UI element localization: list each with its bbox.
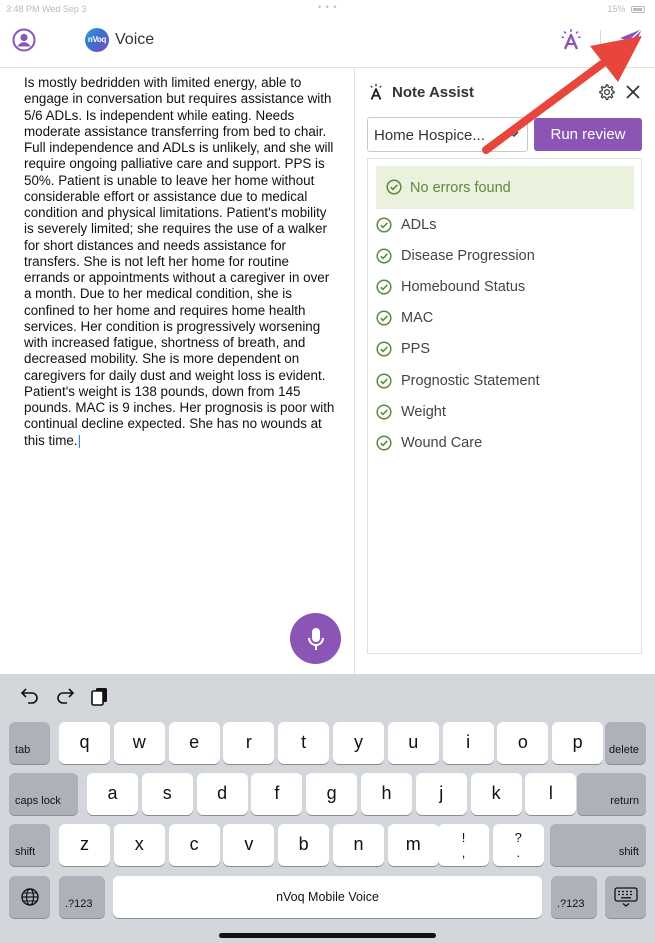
key-top-label: ! [461, 830, 466, 845]
caps-lock-key-label: caps lock [15, 795, 61, 807]
on-screen-keyboard [0, 674, 655, 943]
numbers-key-left[interactable] [59, 876, 105, 918]
nvoq-logo: nVoq [85, 28, 109, 52]
globe-key[interactable] [9, 876, 50, 918]
battery-percent: 15% [607, 4, 626, 14]
app-name: Voice [115, 31, 155, 48]
globe-icon [20, 887, 40, 907]
microphone-button[interactable] [290, 613, 341, 664]
right-shift-key[interactable] [550, 824, 646, 866]
run-review-button[interactable]: Run review [534, 118, 642, 151]
battery-icon [631, 6, 645, 13]
left-shift-key-label: shift [15, 846, 36, 858]
numbers-key-right[interactable] [551, 876, 597, 918]
annotation-arrow [470, 28, 650, 163]
check-item-label: Prognostic Statement [401, 372, 540, 389]
numbers-key-right-label: .?123 [557, 898, 585, 910]
check-circle-icon [376, 248, 392, 264]
key-h[interactable]: h [361, 773, 412, 815]
check-item-label: Disease Progression [401, 248, 535, 265]
key-s[interactable]: s [142, 773, 193, 815]
key-exclaim-comma[interactable] [438, 824, 489, 866]
key-y[interactable]: y [333, 722, 384, 764]
undo-icon[interactable] [19, 685, 41, 707]
status-time: 3:48 PM Wed Sep 3 [6, 4, 87, 14]
numbers-key-left-label: .?123 [65, 898, 93, 910]
tab-key-label: tab [15, 744, 31, 756]
status-right [607, 4, 645, 14]
key-t[interactable]: t [278, 722, 329, 764]
key-g[interactable]: g [306, 773, 357, 815]
key-j[interactable]: j [416, 773, 467, 815]
check-item-label: Homebound Status [401, 279, 526, 296]
check-circle-icon [376, 217, 392, 233]
check-item-label: Wound Care [401, 434, 483, 451]
key-u[interactable]: u [388, 722, 439, 764]
right-shift-key-label: shift [618, 846, 639, 858]
key-k[interactable]: k [471, 773, 522, 815]
key-b[interactable]: b [278, 824, 329, 866]
key-f[interactable]: f [251, 773, 302, 815]
key-top-label: ? [514, 830, 522, 845]
check-circle-icon [386, 179, 402, 195]
key-l[interactable]: l [525, 773, 576, 815]
key-o[interactable]: o [497, 722, 548, 764]
check-circle-icon [376, 310, 392, 326]
delete-key-label: delete [609, 744, 639, 756]
key-w[interactable]: w [114, 722, 165, 764]
key-d[interactable]: d [197, 773, 248, 815]
key-p[interactable]: p [552, 722, 603, 764]
check-item-label: ADLs [401, 217, 437, 233]
key-bottom-label: , [461, 845, 466, 860]
key-n[interactable]: n [333, 824, 384, 866]
note-assist-icon [367, 83, 385, 101]
key-a[interactable]: a [87, 773, 138, 815]
return-key[interactable] [577, 773, 646, 815]
key-m[interactable]: m [388, 824, 439, 866]
check-circle-icon [376, 341, 392, 357]
check-circle-icon [376, 373, 392, 389]
check-circle-icon [376, 279, 392, 295]
check-item-label: MAC [401, 310, 434, 327]
redo-icon[interactable] [54, 685, 76, 707]
key-q[interactable]: q [59, 722, 110, 764]
note-text-content: Is mostly bedridden with limited energy, able to engage in conversation but requires assistance with 5/6 ADLs. Is independent while eating. Needs moderate assistance transferring from bed to chair. Full independence and ADLs is unlikely, and she will require ongoing palliative care and support. PPS is 50%. Patient is unable to leave her home without considerable effort or assistance due to medical condition and physical limitations. Patient's mobility is severely limited; she requires the use of a walker for short distances and needs assistance for transfers. She is not left her home for routine errands or appointments without a caregiver in over a month. Due to her medical condition, she is confined to her home and requires home health services. Her condition is progressively worsening with increased fatigue, shortness of breath, and decreased mobility. She is more dependent on caregivers for daily dust and weight loss is evident. Patient's weight is 138 pounds, down from 145 pounds. MAC is 9 inches. Her prognosis is poor with continual decline expected. She has no wounds at this time. [24, 75, 335, 448]
success-banner [376, 166, 634, 209]
dismiss-keyboard-key[interactable] [605, 876, 646, 918]
key-z[interactable]: z [59, 824, 110, 866]
success-message: No errors found [410, 180, 511, 196]
key-r[interactable]: r [223, 722, 274, 764]
delete-key[interactable] [605, 722, 646, 764]
return-key-label: return [610, 795, 639, 807]
key-v[interactable]: v [223, 824, 274, 866]
review-results [367, 158, 642, 654]
template-select-value: Home Hospice... [374, 127, 485, 144]
home-indicator [219, 933, 436, 938]
caps-lock-key[interactable] [9, 773, 78, 815]
multitask-dots[interactable]: • • • [318, 2, 338, 12]
status-bar [0, 0, 655, 18]
check-item-label: PPS [401, 341, 431, 358]
pane-divider [354, 68, 355, 674]
microphone-icon [307, 627, 325, 651]
text-cursor: | [77, 432, 82, 448]
user-circle-icon[interactable] [12, 28, 36, 52]
note-text-editor[interactable] [24, 75, 336, 449]
key-c[interactable]: c [169, 824, 220, 866]
keyboard-dismiss-icon [614, 887, 638, 907]
key-bottom-label: . [516, 845, 521, 860]
panel-title: Note Assist [392, 84, 474, 101]
space-bar[interactable]: nVoq Mobile Voice [113, 876, 542, 918]
key-i[interactable]: i [443, 722, 494, 764]
paste-clipboard-icon[interactable] [89, 685, 111, 707]
check-circle-icon [376, 435, 392, 451]
key-question-period[interactable] [493, 824, 544, 866]
key-x[interactable]: x [114, 824, 165, 866]
tab-key[interactable] [9, 722, 50, 764]
check-circle-icon [376, 404, 392, 420]
key-e[interactable]: e [169, 722, 220, 764]
left-shift-key[interactable] [9, 824, 50, 866]
check-item-label: Weight [401, 403, 446, 420]
